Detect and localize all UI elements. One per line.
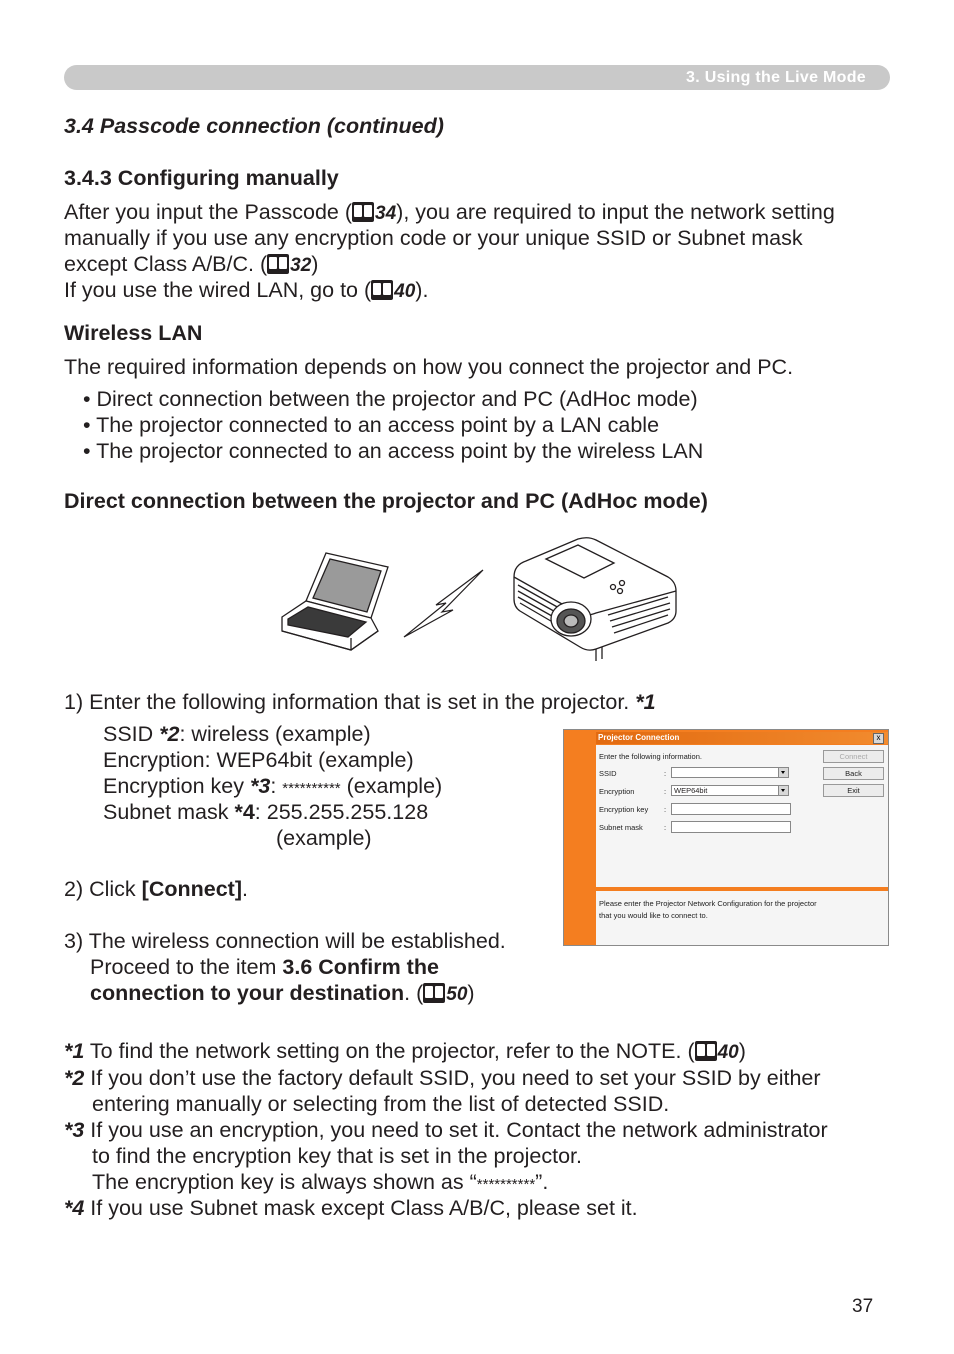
laptop-icon: [282, 553, 388, 650]
subnet-mask-line: Subnet mask *4: 255.255.255.128: [103, 800, 429, 824]
colon: :: [664, 805, 667, 814]
projector-icon: [514, 538, 676, 661]
colon: :: [664, 769, 667, 778]
exit-button[interactable]: Exit: [823, 784, 884, 797]
bullet-item: • The projector connected to an access point by the wireless LAN: [83, 439, 704, 463]
note-3-cont-2: The encryption key is always shown as “**********”.: [92, 1170, 549, 1194]
intro-line-2: manually if you use any encryption code or your unique SSID or Subnet mask: [64, 226, 803, 250]
note-2: *2 If you don’t use the factory default SSID, you need to set your SSID by either: [64, 1066, 821, 1090]
dialog-divider: [596, 888, 888, 890]
page-ref: 40: [394, 281, 416, 302]
wireless-lightning-icon: [404, 570, 483, 637]
laptop-projector-illustration: [278, 535, 683, 670]
close-icon[interactable]: x: [873, 733, 884, 744]
ssid-line: SSID *2: wireless (example): [103, 722, 371, 746]
step-3-line-2: Proceed to the item 3.6 Confirm the: [90, 955, 439, 979]
dialog-instruction: Enter the following information.: [599, 752, 702, 761]
footer-text-1: Please enter the Projector Network Configuration for the projector: [599, 899, 817, 908]
book-reference-icon: [352, 202, 374, 222]
note-1: *1 To find the network setting on the projector, refer to the NOTE. ( 40): [64, 1039, 746, 1063]
colon: :: [664, 787, 667, 796]
book-reference-icon: [267, 254, 289, 274]
intro-line-1: After you input the Passcode ( 34), you are required to input the network setting: [64, 200, 835, 224]
subnet-mask-label: Subnet mask: [599, 823, 643, 832]
footnote-marker: *1: [635, 690, 656, 714]
page-ref: 32: [290, 255, 312, 276]
dialog-footer: [596, 891, 888, 945]
note-4: *4 If you use Subnet mask except Class A/B/C, please set it.: [64, 1196, 638, 1220]
section-title: 3.4 Passcode connection (continued): [64, 114, 444, 138]
chevron-down-icon[interactable]: [778, 768, 788, 777]
subnet-mask-example: (example): [276, 826, 372, 850]
encryption-label: Encryption: [599, 787, 635, 796]
note-2-cont: entering manually or selecting from the list of detected SSID.: [92, 1092, 670, 1116]
subsection-title: 3.4.3 Configuring manually: [64, 166, 339, 190]
wireless-lan-heading: Wireless LAN: [64, 321, 203, 345]
encryption-line: Encryption: WEP64bit (example): [103, 748, 414, 772]
book-reference-icon: [423, 983, 445, 1003]
dialog-body: [596, 745, 888, 887]
step-3-line-1: 3) The wireless connection will be established.: [64, 929, 506, 953]
encryption-key-line: Encryption key *3: ********** (example): [103, 774, 443, 798]
bullet-item: • The projector connected to an access point by a LAN cable: [83, 413, 660, 437]
page-number: 37: [852, 1296, 874, 1317]
step-3-line-3: connection to your destination. ( 50): [90, 981, 475, 1005]
book-reference-icon: [371, 280, 393, 300]
page-ref: 34: [375, 203, 397, 224]
encryption-key-input[interactable]: [671, 803, 791, 815]
page-ref: 50: [446, 984, 468, 1005]
connect-reference: [Connect]: [141, 877, 242, 901]
chevron-down-icon[interactable]: [778, 786, 788, 795]
step-2: 2) Click [Connect].: [64, 877, 248, 901]
chapter-header-bar: [64, 65, 890, 90]
bullet-item: • Direct connection between the projector and PC (AdHoc mode): [83, 387, 698, 411]
intro-line-3: except Class A/B/C. ( 32): [64, 252, 319, 276]
book-reference-icon: [695, 1041, 717, 1061]
wireless-description: The required information depends on how you connect the projector and PC.: [64, 355, 794, 379]
page-ref: 40: [717, 1042, 739, 1063]
intro-line-4: If you use the wired LAN, go to ( 40).: [64, 278, 429, 302]
chapter-title: 3. Using the Live Mode: [686, 69, 866, 86]
note-3: *3 If you use an encryption, you need to set it. Contact the network administrator: [64, 1118, 828, 1142]
step-1: 1) Enter the following information that is set in the projector. *1: [64, 690, 656, 714]
subnet-mask-input[interactable]: [671, 821, 791, 833]
adhoc-heading: Direct connection between the projector and PC (AdHoc mode): [64, 489, 708, 513]
connect-button[interactable]: Connect: [823, 750, 884, 763]
colon: :: [664, 823, 667, 832]
encryption-key-label: Encryption key: [599, 805, 649, 814]
back-button[interactable]: Back: [823, 767, 884, 780]
note-3-cont: to find the encryption key that is set in the projector.: [92, 1144, 582, 1168]
ssid-label: SSID: [599, 769, 617, 778]
encryption-combobox[interactable]: WEP64bit: [671, 785, 789, 796]
dialog-title: Projector Connection: [596, 732, 888, 744]
footer-text-2: that you would like to connect to.: [599, 911, 708, 920]
ssid-combobox[interactable]: [671, 767, 789, 778]
projector-connection-dialog: [563, 729, 889, 946]
